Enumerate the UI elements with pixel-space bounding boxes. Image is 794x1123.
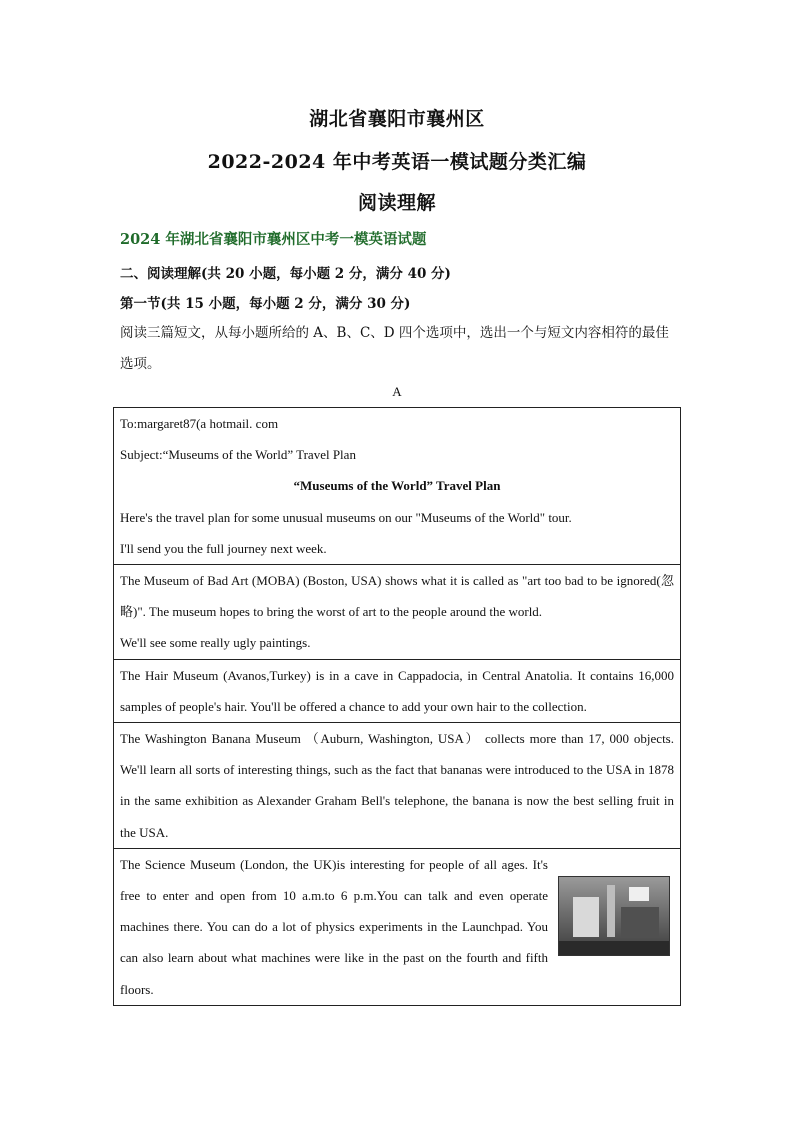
museum-hair-text: The Hair Museum (Avanos,Turkey) is in a cave in Cappadocia, in Central Anatolia. It contains 16,000 samples of people's hair. You'll be offered a chance to add your own hair to the collection.: [120, 667, 674, 714]
email-heading: “Museums of the World” Travel Plan: [293, 478, 501, 494]
museum-science-text: The Science Museum (London, the UK)is interesting for people of all ages. It's free to enter and open from 10 a.m.to 6 p.m.You can talk and even operate machines there. You can do a lot of physics experiments in the Launchpad. You can also learn about what machines were like in the past on the fourth and fifth floors.: [120, 856, 548, 997]
exam-title: 2024 年湖北省襄阳市襄州区中考一模英语试题: [120, 231, 427, 248]
email-intro-2: I'll send you the full journey next week.: [120, 540, 327, 556]
section-heading: 第一节(共 15 小题，每小题 2 分，满分 30 分): [120, 296, 411, 312]
museum-banana-cell: [114, 723, 681, 849]
table-row: [114, 723, 681, 849]
museum-science-cell: [114, 848, 681, 1005]
museum-bad-art-cell: [114, 565, 681, 660]
museum-bad-art-text: The Museum of Bad Art (MOBA) (Boston, USA) shows what it is called as "art too bad to be ignored(忽略)". The museum hopes to bring the worst of art to the people around the world.: [120, 573, 674, 620]
email-header-row: [114, 408, 681, 565]
email-header-cell: [114, 408, 681, 565]
museum-bad-art-note: We'll see some really ugly paintings.: [120, 635, 311, 651]
table-row: [114, 659, 681, 722]
museum-banana-text: The Washington Banana Museum （Auburn, Washington, USA） collects more than 17, 000 objects. We'll learn all sorts of interesting things, such as the fact that bananas were introduced to the USA in 1878 in the same exhibition as Alexander Graham Bell's telephone, the banana is now the best selling fruit in the USA.: [120, 731, 674, 840]
table-row: [114, 848, 681, 1005]
instructions: 阅读三篇短文，从每小题所给的 A、B、C、D 四个选项中，选出一个与短文内容相符的最佳选项。: [120, 325, 669, 372]
passage-table: [113, 407, 681, 1006]
email-intro-1: Here's the travel plan for some unusual museums on our "Museums of the World" tour.: [120, 509, 572, 525]
document-title-years: 2022-2024 年中考英语一模试题分类汇编: [207, 151, 587, 173]
science-museum-photo: [558, 876, 670, 956]
part-heading: 二、阅读理解(共 20 小题，每小题 2 分，满分 40 分): [120, 266, 451, 282]
passage-label: A: [392, 384, 402, 399]
document-title-region: 湖北省襄阳市襄州区: [309, 108, 485, 130]
museum-hair-cell: [114, 659, 681, 722]
table-row: [114, 565, 681, 660]
email-to: To:margaret87(a hotmail. com: [120, 416, 279, 431]
document-title-topic: 阅读理解: [357, 192, 436, 214]
email-subject: Subject:“Museums of the World” Travel Plan: [120, 447, 356, 463]
